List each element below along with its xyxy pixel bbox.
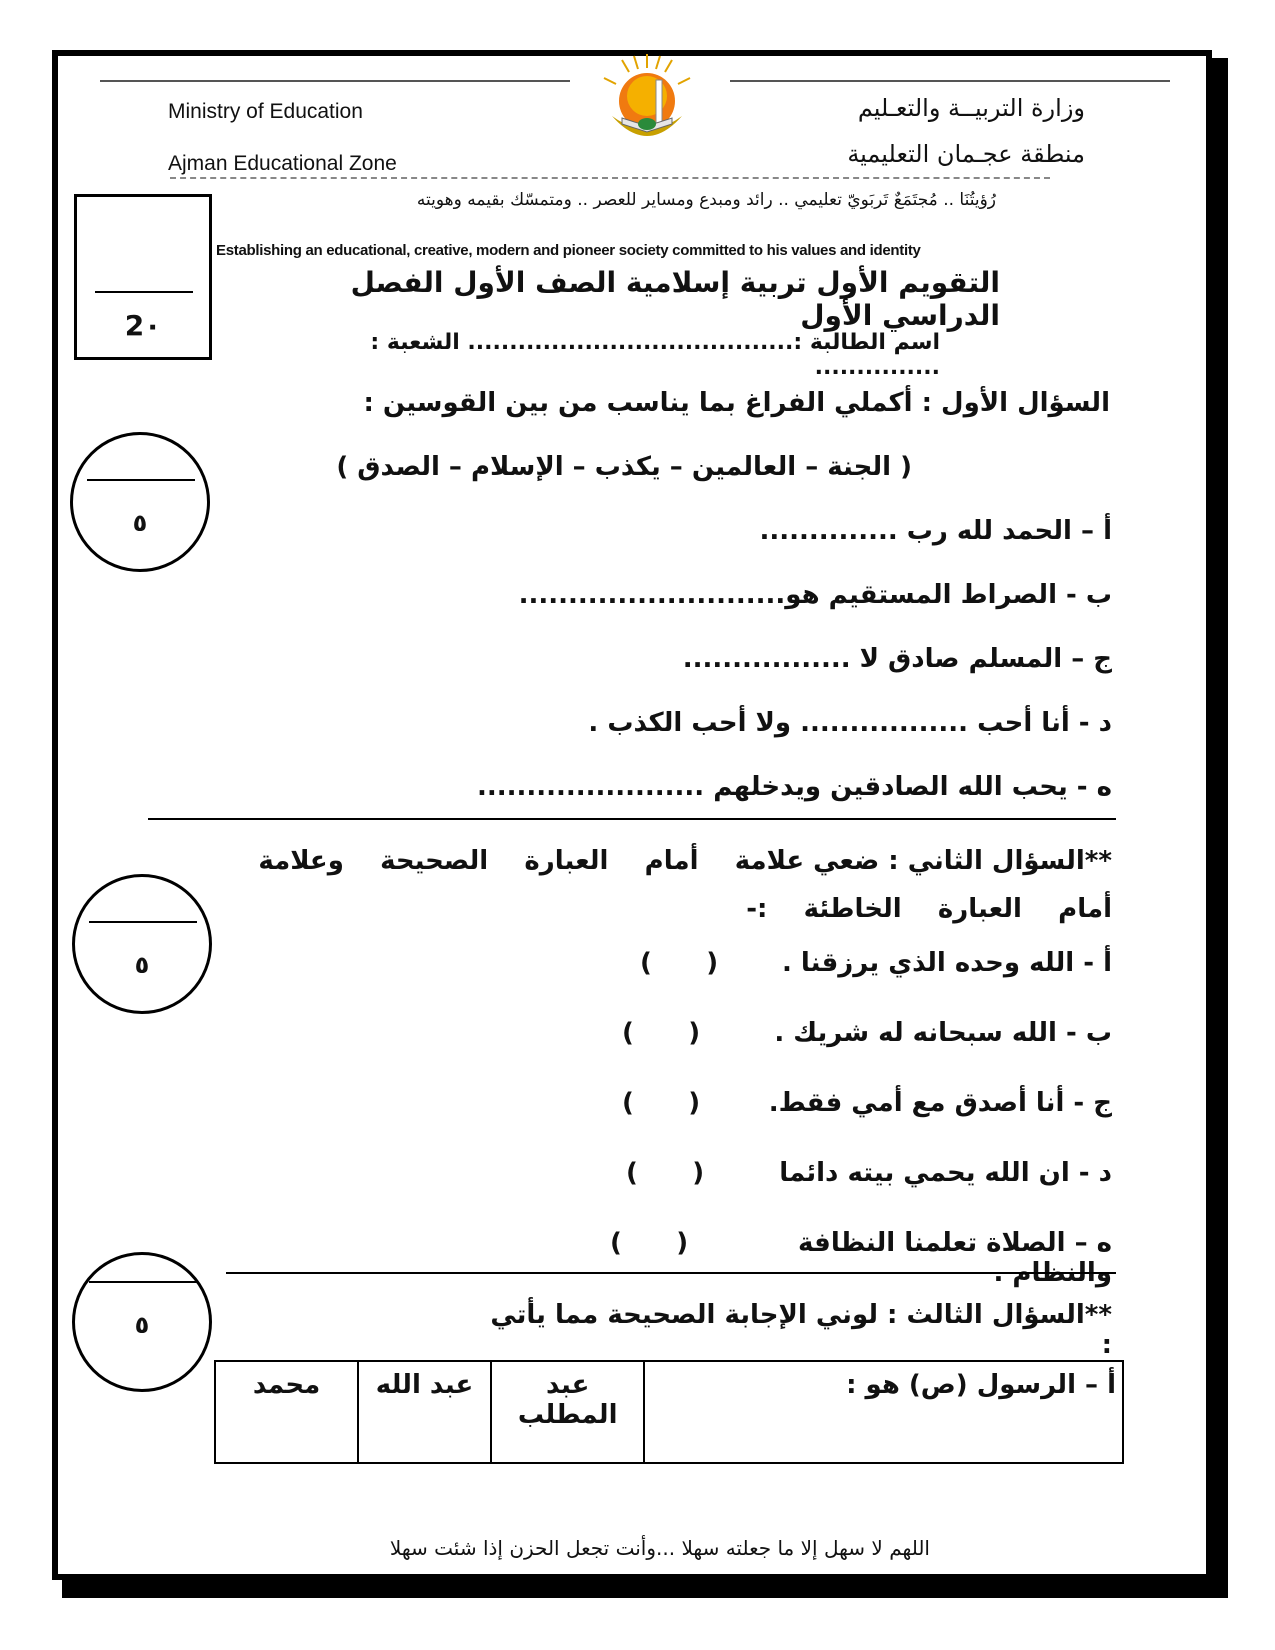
q1-item: أ – الحمد لله رب .............. [759,516,1112,546]
section-divider [148,818,1116,820]
zone-en: Ajman Educational Zone [168,152,397,175]
q2-score: ٥ [134,951,150,979]
q2-item: ب - الله سبحانه له شريك . [774,1018,1112,1048]
ministry-logo-icon [592,46,702,158]
q1-title: السؤال الأول : أكملي الفراغ بما يناسب من بين القوسين : [363,388,1110,418]
answer-parentheses[interactable]: ( ) [622,1088,701,1118]
q1-word-bank: ( الجنة – العالمين – يكذب – الإسلام – الصدق ) [336,452,912,482]
answer-parentheses[interactable]: ( ) [626,1158,705,1188]
q1-item: ه - يحب الله الصادقين ويدخلهم ....................... [477,772,1112,802]
q3-score: ٥ [134,1311,150,1339]
q1-item: ب - الصراط المستقيم هو........................... [518,580,1112,610]
q3-choice[interactable]: عبد المطلب [491,1361,644,1463]
header-rule-right [730,80,1170,82]
q1-item: د - أنا أحب ................. ولا أحب الكذب . [588,708,1112,738]
q3-choice[interactable]: محمد [215,1361,358,1463]
q2-item: ه – الصلاة تعلمنا النظافة والنظام . [798,1228,1112,1288]
score-line [95,291,193,293]
header-divider [170,177,1050,179]
q3-question: أ – الرسول (ص) هو : [644,1361,1123,1463]
q3-choice[interactable]: عبد الله [358,1361,491,1463]
q2-item: أ - الله وحده الذي يرزقنا . [781,948,1112,978]
section-divider [226,1272,1116,1274]
student-name-line: اسم الطالبة :....................................... الشعبة : ............... [370,330,940,380]
footer-prayer: اللهم لا سهل إلا ما جعلته سهلا ...وأنت تجعل الحزن إذا شئت سهلا [389,1536,930,1560]
q3-title: **السؤال الثالث : لوني الإجابة الصحيحة مما يأتي : [490,1300,1112,1360]
q1-item: ج – المسلم صادق لا ................. [682,644,1112,674]
vision-en: Establishing an educational, creative, modern and pioneer society committed to his values and identity [216,242,921,259]
answer-parentheses[interactable]: ( ) [610,1228,689,1258]
q3-score-circle [72,1252,212,1392]
q1-score-circle [70,432,210,572]
q2-title-line1: **السؤال الثاني : ضعي علامة أمام العبارة الصحيحة وعلامة [258,846,1112,876]
q2-title-line2: أمام العبارة الخاطئة :- [746,894,1112,924]
zone-ar: منطقة عجـمان التعليمية [847,140,1085,168]
score-line [89,1281,197,1283]
q2-item: د - ان الله يحمي بيته دائما [779,1158,1112,1188]
total-score: 2٠ [124,309,162,342]
total-score-box [74,194,212,360]
vision-ar: رُؤيتُنَا .. مُجتَمَعٌ تَربَويّ تعليمي .. رائد ومبدع ومساير للعصر .. ومتمسّك بقيمه وهويته [416,190,996,210]
score-line [87,479,195,481]
exam-title: التقويم الأول تربية إسلامية الصف الأول الفصل الدراسي الأول [350,266,1000,332]
answer-parentheses[interactable]: ( ) [622,1018,701,1048]
q3-answer-table [214,1360,1124,1464]
q2-item: ج - أنا أصدق مع أمي فقط. [768,1088,1112,1118]
q2-score-circle [72,874,212,1014]
header-rule-left [100,80,570,82]
answer-parentheses[interactable]: ( ) [640,948,719,978]
ministry-ar: وزارة التربيــة والتعـليم [857,94,1085,122]
q1-score: ٥ [132,509,148,537]
score-line [89,921,197,923]
ministry-en: Ministry of Education [168,100,363,123]
